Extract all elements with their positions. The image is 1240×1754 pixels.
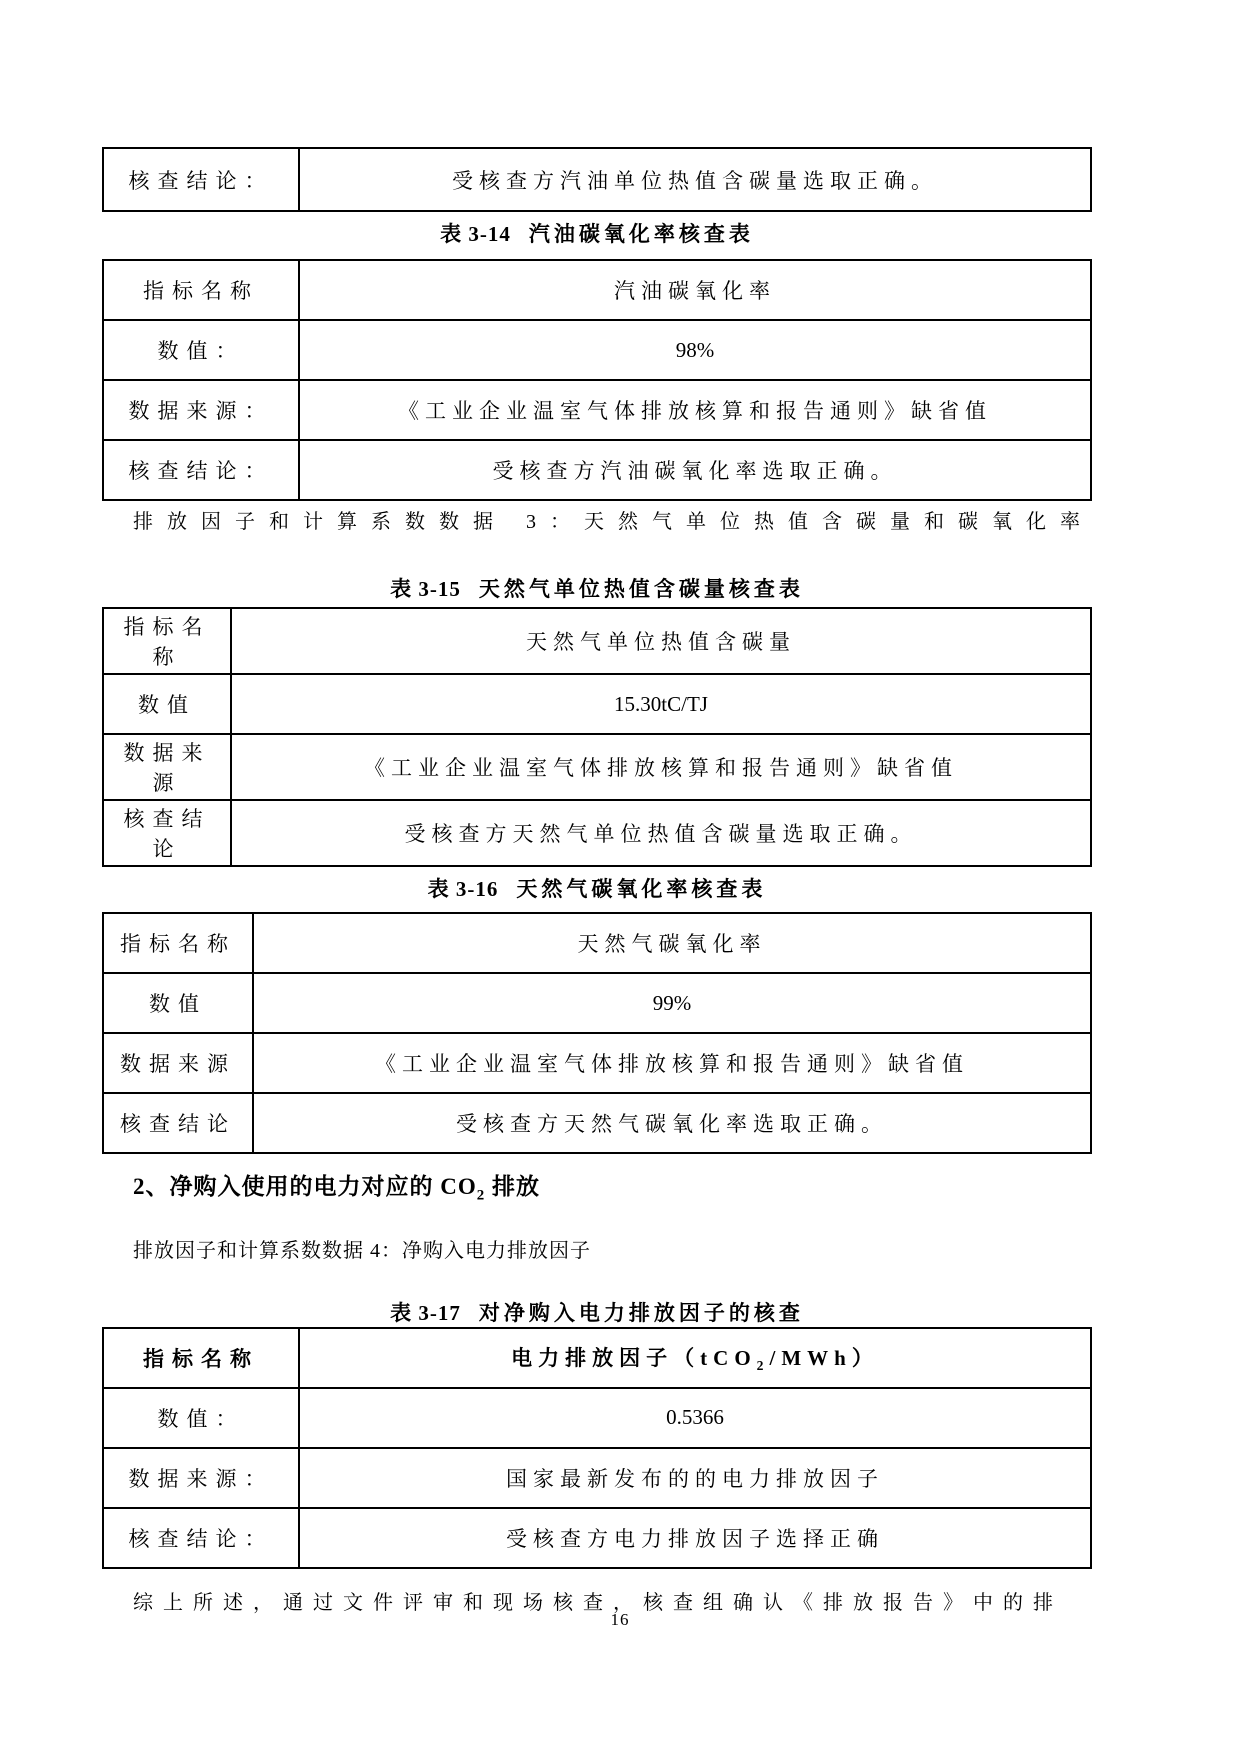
caption-text: 天然气碳氧化率核查表 <box>516 877 767 901</box>
caption-text: 汽油碳氧化率核查表 <box>528 222 754 246</box>
row-label: 数值： <box>103 320 299 380</box>
row-value: 汽油碳氧化率 <box>299 260 1091 320</box>
table-row <box>103 260 1091 320</box>
table-caption-3-16 <box>102 875 1092 903</box>
table-row <box>103 608 1091 674</box>
electricity-emission-factor-table <box>102 1327 1092 1569</box>
row-value: 天然气单位热值含碳量 <box>231 608 1091 674</box>
row-label: 指标名称 <box>103 1328 299 1388</box>
table-row <box>103 440 1091 500</box>
caption-number: 表 3-17 <box>390 1300 461 1325</box>
row-value: 99% <box>253 973 1091 1033</box>
row-label: 数据来源 <box>103 734 231 800</box>
row-value: 98% <box>299 320 1091 380</box>
row-label: 指标名称 <box>103 608 231 674</box>
table-row <box>103 674 1091 734</box>
row-label: 核查结论 <box>103 800 231 866</box>
row-value: 15.30tC/TJ <box>231 674 1091 734</box>
row-label: 数据来源 <box>103 1033 253 1093</box>
table-row <box>103 148 1091 211</box>
heading-text: 2、净购入使用的电力对应的 CO <box>133 1174 477 1199</box>
row-value: 天然气碳氧化率 <box>253 913 1091 973</box>
table-caption-3-14 <box>102 220 1092 248</box>
caption-text: 对净购入电力排放因子的核查 <box>478 1300 804 1325</box>
row-value: 《工业企业温室气体排放核算和报告通则》缺省值 <box>253 1033 1091 1093</box>
row-label: 核查结论： <box>103 440 299 500</box>
row-label: 数据来源： <box>103 1448 299 1508</box>
row-value: 0.5366 <box>299 1388 1091 1448</box>
row-value: 受核查方汽油碳氧化率选取正确。 <box>299 440 1091 500</box>
paragraph-emission-factor-3: 排放因子和计算系数数据 3：天然气单位热值含碳量和碳氧化率 <box>133 511 1094 533</box>
table-row <box>103 1033 1091 1093</box>
page-content <box>102 147 1092 1616</box>
row-label: 数值： <box>103 1388 299 1448</box>
value-subscript: 2 <box>756 1357 770 1373</box>
heading-subscript: 2 <box>476 1187 486 1204</box>
row-value: 受核查方天然气碳氧化率选取正确。 <box>253 1093 1091 1153</box>
row-value: 受核查方天然气单位热值含碳量选取正确。 <box>231 800 1091 866</box>
table-row <box>103 1093 1091 1153</box>
gasoline-oxidation-rate-table <box>102 259 1092 501</box>
page-number: 16 <box>610 1610 630 1629</box>
heading-text-post: 排放 <box>485 1174 540 1199</box>
row-label: 核查结论 <box>103 1093 253 1153</box>
paragraph-closing: 综上所述，通过文件评审和现场核查，核查组确认《排放报告》中的排 <box>133 1591 1063 1614</box>
gasoline-carbon-content-table-continuation <box>102 147 1092 212</box>
row-label: 核查结论： <box>103 148 299 211</box>
table-caption-3-15 <box>102 575 1092 603</box>
row-label: 指标名称 <box>103 913 253 973</box>
table-row <box>103 913 1091 973</box>
caption-number: 表 3-15 <box>390 577 461 601</box>
row-label: 数值 <box>103 674 231 734</box>
caption-number: 表 3-14 <box>440 222 511 246</box>
natural-gas-oxidation-rate-table <box>102 912 1092 1154</box>
row-value: 受核查方电力排放因子选择正确 <box>299 1508 1091 1568</box>
table-row <box>103 1388 1091 1448</box>
table-caption-3-17 <box>102 1299 1092 1327</box>
table-row <box>103 380 1091 440</box>
table-row <box>103 320 1091 380</box>
caption-number: 表 3-16 <box>427 877 499 901</box>
table-row <box>103 1328 1091 1388</box>
paragraph-emission-factor-4: 排放因子和计算系数数据 4：净购入电力排放因子 <box>133 1239 591 1262</box>
value-text-post: /MWh） <box>769 1345 879 1370</box>
row-value <box>299 1328 1091 1388</box>
section-heading-electricity-co2 <box>102 1171 1092 1212</box>
caption-text: 天然气单位热值含碳量核查表 <box>478 577 804 601</box>
table-row <box>103 800 1091 866</box>
row-label: 指标名称 <box>103 260 299 320</box>
row-value: 国家最新发布的的电力排放因子 <box>299 1448 1091 1508</box>
natural-gas-carbon-content-table <box>102 607 1092 867</box>
row-label: 数据来源： <box>103 380 299 440</box>
value-text: 电力排放因子（tCO <box>511 1345 757 1370</box>
row-value: 受核查方汽油单位热值含碳量选取正确。 <box>299 148 1091 211</box>
table-row <box>103 1448 1091 1508</box>
row-value: 《工业企业温室气体排放核算和报告通则》缺省值 <box>231 734 1091 800</box>
row-value: 《工业企业温室气体排放核算和报告通则》缺省值 <box>299 380 1091 440</box>
table-row <box>103 973 1091 1033</box>
table-row <box>103 734 1091 800</box>
row-label: 核查结论： <box>103 1508 299 1568</box>
table-row <box>103 1508 1091 1568</box>
row-label: 数值 <box>103 973 253 1033</box>
